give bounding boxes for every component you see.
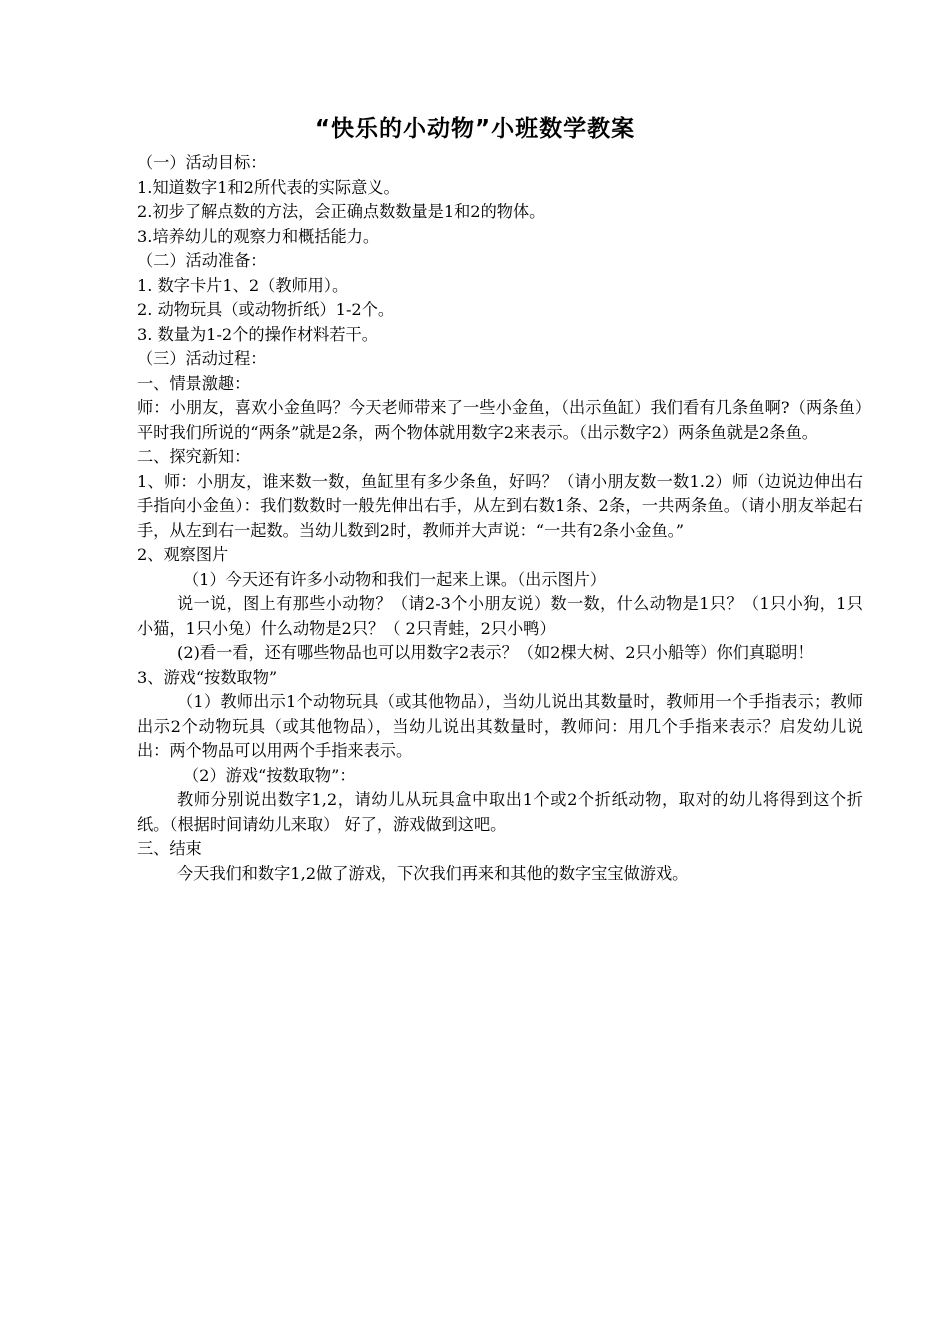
step-heading: 二、探究新知： — [137, 447, 251, 466]
goal-item: 1.知道数字1和2所代表的实际意义。 — [137, 177, 400, 197]
paragraph: 1、师：小朋友，谁来数一数，鱼缸里有多少条鱼，好吗？（请小朋友数一数1.2）师（边说边伸出右手指向小金鱼）：我们数数时一般先伸出右手，从左到右数1条、2条，一共两条鱼。（请小朋友举起右手，从左到右一起数。当幼儿数到2时，教师并大声说：“一共有2条小金鱼。” — [137, 471, 863, 540]
paragraph: （2）游戏“按数取物”： — [183, 765, 356, 785]
step-heading: 2、观察图片 — [137, 545, 229, 564]
paragraph: （1）今天还有许多小动物和我们一起来上课。（出示图片） — [183, 569, 607, 589]
goal-item: 2.初步了解点数的方法，会正确点数数量是1和2的物体。 — [137, 202, 546, 221]
section-heading-process: （三）活动过程： — [137, 349, 267, 368]
paragraph: （1）教师出示1个动物玩具（或其他物品），当幼儿说出其数量时，教师用一个手指表示；教师出示2个动物玩具（或其他物品），当幼儿说出其数量时，教师问：用几个手指来表示？启发幼儿说出：两个物品可以用两个手指来表示。 — [137, 692, 863, 760]
section-heading-goals: （一）活动目标： — [137, 153, 267, 172]
preparation-item: 1. 数字卡片1、2（教师用）。 — [137, 275, 349, 295]
goal-item: 3.培养幼儿的观察力和概括能力。 — [137, 226, 380, 246]
preparation-item: 2. 动物玩具（或动物折纸）1-2个。 — [137, 300, 395, 319]
paragraph: 教师分别说出数字1,2，请幼儿从玩具盒中取出1个或2个折纸动物，取对的幼儿将得到这个折纸。（根据时间请幼儿来取） 好了，游戏做到这吧。 — [137, 790, 863, 834]
document-title: “快乐的小动物”小班数学教案 — [314, 116, 636, 142]
section-heading-preparation: （二）活动准备： — [137, 251, 267, 270]
document-body — [137, 151, 863, 886]
paragraph: (2)看一看，还有哪些物品也可以用数字2表示？（如2棵大树、2只小船等）你们真聪明！ — [177, 643, 814, 662]
paragraph: 师：小朋友，喜欢小金鱼吗？今天老师带来了一些小金鱼，（出示鱼缸）我们看有几条鱼啊?（两条鱼）平时我们所说的“两条”就是2条，两个物体就用数字2来表示。（出示数字2）两条鱼就是2条鱼。 — [137, 398, 863, 442]
step-heading: 3、游戏“按数取物” — [137, 667, 278, 687]
step-heading: 一、情景激趣： — [137, 373, 251, 393]
step-heading: 三、结束 — [137, 839, 202, 858]
preparation-item: 3. 数量为1-2个的操作材料若干。 — [137, 324, 378, 344]
paragraph: 今天我们和数字1,2做了游戏，下次我们再来和其他的数字宝宝做游戏。 — [177, 863, 689, 883]
paragraph: 说一说，图上有那些小动物？（请2-3个小朋友说）数一数，什么动物是1只？（1只小狗，1只小猫，1只小兔）什么动物是2只？（ 2只青蛙，2只小鸭） — [137, 594, 863, 638]
